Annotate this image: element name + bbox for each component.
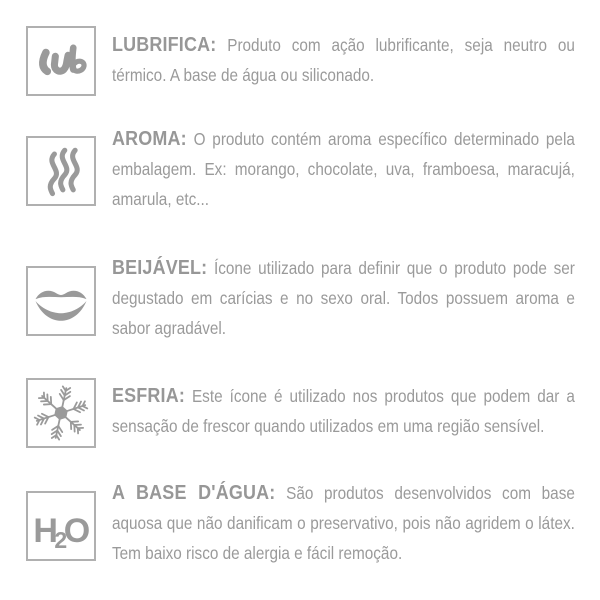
legend-description: Produto com ação lubrificante, seja neutro ou térmico. A base de água ou siliconado.: [112, 35, 575, 85]
legend-row-aroma: [112, 124, 575, 214]
snowflake-icon: [26, 378, 96, 448]
legend-description: São produtos desenvolvidos com base aquosa que não danificam o preservativo, pois não agridem o látex. Tem baixo risco de alergia e fácil remoção.: [112, 483, 575, 563]
legend-row-beijavel: [112, 253, 575, 343]
legend-description: Este ícone é utilizado nos produtos que podem dar a sensação de frescor quando utilizados em uma região sensível.: [112, 386, 575, 436]
h2o-subscript-2: 2: [54, 527, 66, 553]
h2o-icon: [26, 491, 96, 561]
legend-row-a-base-dagua: [112, 478, 575, 568]
h2o-letter-h: H: [33, 512, 57, 550]
h2o-formula: [33, 512, 89, 553]
legend-description: O produto contém aroma específico determinado pela embalagem. Ex: morango, chocolate, uva, framboesa, maracujá, amarula, etc...: [112, 129, 575, 209]
legend-term: A BASE D'ÁGUA:: [112, 481, 276, 504]
legend-term: BEIJÁVEL:: [112, 256, 208, 279]
lub-lettermark-icon: [26, 26, 96, 96]
legend-term: LUBRIFICA:: [112, 33, 217, 56]
legend-row-esfria: [112, 381, 575, 441]
legend-row-lubrifica: [112, 30, 575, 90]
legend-description: Ícone utilizado para definir que o produto pode ser degustado em carícias e no sexo oral. Todos possuem aroma e sabor agradável.: [112, 258, 575, 338]
smiling-lips-icon: [26, 266, 96, 336]
legend-term: AROMA:: [112, 127, 187, 150]
h2o-letter-o: O: [63, 512, 89, 550]
aroma-steam-waves-icon: [26, 136, 96, 206]
legend-term: ESFRIA:: [112, 384, 185, 407]
